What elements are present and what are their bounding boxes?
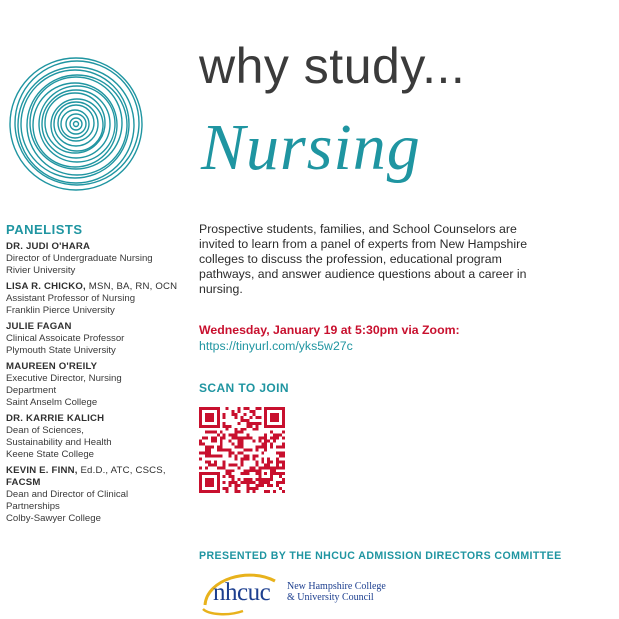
panelist-title: Clinical Assoicate Professor [6, 333, 125, 344]
panelist-school: Rivier University [6, 265, 76, 276]
panelists-heading: PANELISTS [6, 222, 83, 237]
panelist-school: Keene State College [6, 449, 95, 460]
scan-to-join-label: SCAN TO JOIN [199, 381, 289, 395]
panelist-name: LISA R. CHICKO, MSN, BA, RN, OCN [6, 281, 178, 292]
panelist [6, 361, 186, 409]
panelist-title: Executive Director, Nursing [6, 373, 122, 384]
event-datetime: Wednesday, January 19 at 5:30pm via Zoom: [199, 323, 460, 337]
panelist-title: Sustainability and Health [6, 437, 112, 448]
panelist-title: Department [6, 385, 57, 396]
panelist-school: Colby-Sawyer College [6, 513, 101, 524]
panelist-name: KEVIN E. FINN, Ed.D., ATC, CSCS, [6, 465, 166, 476]
panelists-list [6, 241, 186, 529]
panelist-title: Assistant Professor of Nursing [6, 293, 136, 304]
panelist-name: DR. KARRIE KALICH [6, 413, 105, 424]
panelist-title: Dean of Sciences, [6, 425, 84, 436]
panelist-name: MAUREEN O'REILY [6, 361, 98, 372]
panelist [6, 321, 186, 357]
panelist [6, 413, 186, 461]
logo-text: New Hampshire College & University Council [287, 581, 386, 603]
panelist-name: DR. JUDI O'HARA [6, 241, 91, 252]
panelist-school: Saint Anselm College [6, 397, 98, 408]
panelist-school: Franklin Pierce University [6, 305, 115, 316]
intro-paragraph: Prospective students, families, and School Counselors are invited to learn from a panel of experts from New Hampshire colleges to discuss the profession, educational program pathways, and answer audience questions about a career in nursing. [199, 222, 528, 296]
panelist-credentials: Ed.D., ATC, CSCS, [77, 465, 166, 476]
presented-by: PRESENTED BY THE NHCUC ADMISSION DIRECTORS COMMITTEE [199, 550, 562, 562]
logo-wordmark: nhcuc [213, 579, 271, 606]
panelist-name: JULIE FAGAN [6, 321, 72, 332]
panelist-title: Partnerships [6, 501, 60, 512]
panelist [6, 465, 186, 525]
qr-code-icon[interactable] [199, 407, 285, 493]
panelist-school: Plymouth State University [6, 345, 116, 356]
subject-title: Nursing [201, 111, 421, 184]
panelist-title: Director of Undergraduate Nursing [6, 253, 153, 264]
panelist [6, 241, 186, 277]
nhcuc-logo [199, 569, 439, 617]
concentric-rings-icon [6, 54, 146, 194]
panelist-title: Dean and Director of Clinical [6, 489, 129, 500]
panelist-name-cont: FACSM [6, 477, 41, 488]
zoom-link[interactable]: https://tinyurl.com/yks5w27c [199, 339, 353, 353]
panelist [6, 281, 186, 317]
headline: why study... [199, 38, 466, 94]
panelist-credentials: MSN, BA, RN, OCN [85, 281, 178, 292]
